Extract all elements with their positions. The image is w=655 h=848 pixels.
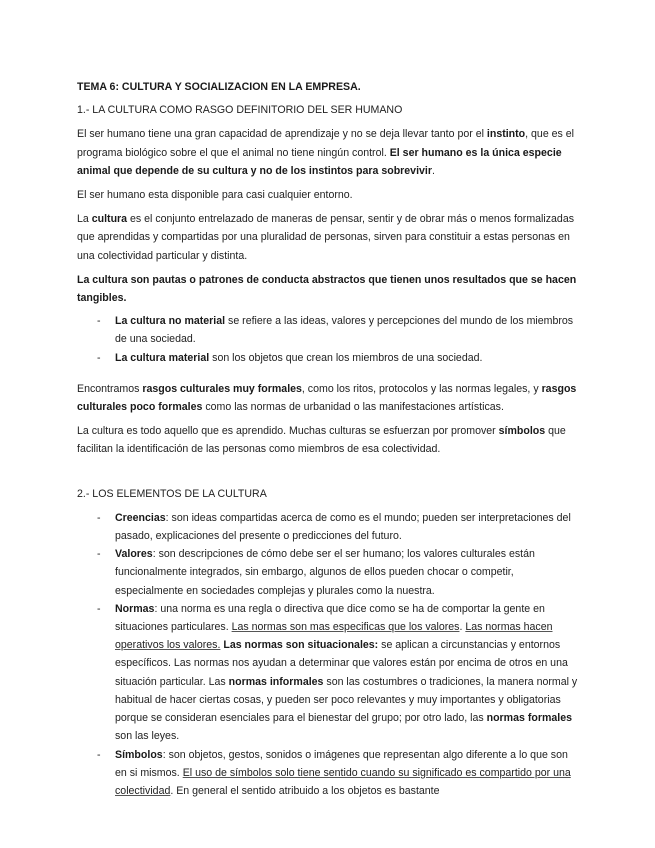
paragraph-instinct: El ser humano tiene una gran capacidad de aprendizaje y no se deja llevar tanto por el instinto, que es el programa biológico sobre el que el animal no tiene ningún control. El ser humano es la única especie animal que depende de su cultura y no de los instintos para sobrevivir. [77,128,575,177]
dash-bullet: - [97,351,101,364]
culture-elements-list [77,509,581,800]
paragraph-cultural-traits: Encontramos rasgos culturales muy formales, como los ritos, protocolos y las normas legales, y rasgos culturales poco formales como las normas de urbanidad o las manifestaciones artísticas. [77,382,577,414]
dash-bullet: - [97,602,101,615]
paragraph-environment: El ser humano esta disponible para casi cualquier entorno. [77,189,353,202]
dash-bullet: - [97,315,101,328]
dash-bullet: - [97,511,101,524]
paragraph-symbols-intro: La cultura es todo aquello que es aprendido. Muchas culturas se esfuerzan por promover símbolos que facilitan la identificación de las personas como miembros de esa colectividad. [77,425,566,456]
list-item-normas: - Normas: una norma es una regla o directiva que dice como se ha de comportar la gente en situaciones particulares. Las normas son mas especificas que los valores. Las normas hacen operativos los valores. Las normas son situacionales: se aplican a circunstancias y entornos específicos. Las normas nos ayudan a determinar que valores están por encima de otros en una situación particular. Las normas informales son las costumbres o tradiciones, la manera normal y habitual de hacer ciertas cosas, y pueden ser poco relevantes y muy importantes y obligatorias porque se consideran esenciales para el bienestar del grupo; por otro lado, las normas formales son las leyes. [77,600,581,746]
section-2-heading: 2.- LOS ELEMENTOS DE LA CULTURA [77,487,267,500]
list-item-creencias: - Creencias: son ideas compartidas acerca de como es el mundo; pueden ser interpretaciones del pasado, explicaciones del presente o predicciones del futuro. [77,509,581,545]
list-item-simbolos: - Símbolos: son objetos, gestos, sonidos o imágenes que representan algo diferente a lo que son en si mismos. El uso de símbolos solo tiene sentido cuando su significado es compartido por una colectividad. En general el sentido atribuido a los objetos es bastante [77,746,581,801]
paragraph-culture-patterns: La cultura son pautas o patrones de conducta abstractos que tienen unos resultados que se hacen tangibles. [77,273,577,305]
page-title: TEMA 6: CULTURA Y SOCIALIZACION EN LA EMPRESA. [77,81,361,93]
section-1-heading: 1.- LA CULTURA COMO RASGO DEFINITORIO DEL SER HUMANO [77,104,403,117]
spacer [77,459,581,485]
list-item-valores: - Valores: son descripciones de cómo debe ser el ser humano; los valores culturales están funcionalmente integrados, sin embargo, algunos de ellos pueden chocar o competir, especialmente en sociedades complejas y plurales como la nuestra. [77,545,581,600]
spacer [77,367,581,380]
culture-types-list [77,312,581,367]
dash-bullet: - [97,748,101,761]
list-item: - La cultura material son los objetos que crean los miembros de una sociedad. [77,349,581,367]
dash-bullet: - [97,548,101,561]
list-item: - La cultura no material se refiere a las ideas, valores y percepciones del mundo de los miembros de una sociedad. [77,312,581,348]
paragraph-culture-definition: La cultura es el conjunto entrelazado de maneras de pensar, sentir y de obrar más o menos formalizadas que aprendidas y compartidas por una pluralidad de personas, sirven para constituir a estas personas en una colectividad particular y distinta. [77,213,575,262]
